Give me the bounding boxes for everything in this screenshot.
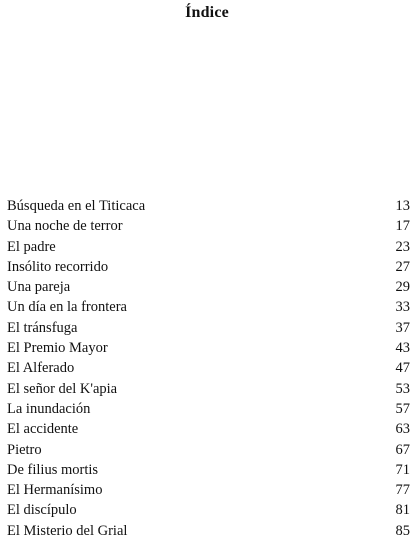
toc-entry-page: 63 bbox=[395, 421, 410, 438]
toc-entry bbox=[7, 318, 410, 338]
toc-entry-title: De filius mortis bbox=[7, 461, 99, 478]
toc-entry-title: Búsqueda en el Titicaca bbox=[7, 198, 146, 214]
toc-entry-page: 33 bbox=[395, 299, 410, 316]
toc-entry-title: El padre bbox=[7, 238, 56, 255]
toc-entry bbox=[7, 419, 410, 439]
toc-entry-title: Un día en la frontera bbox=[7, 299, 127, 316]
table-of-contents bbox=[7, 196, 410, 541]
toc-entry-title: El discípulo bbox=[7, 502, 77, 519]
toc-entry bbox=[7, 277, 410, 297]
toc-entry-title: Una noche de terror bbox=[7, 218, 123, 235]
toc-entry bbox=[7, 399, 410, 419]
toc-entry-page: 85 bbox=[395, 522, 410, 539]
toc-entry-page: 47 bbox=[395, 360, 410, 377]
toc-entry-title: El señor del K'apia bbox=[7, 380, 118, 397]
toc-entry bbox=[7, 379, 410, 399]
toc-entry-page: 37 bbox=[395, 319, 410, 336]
toc-entry bbox=[7, 297, 410, 317]
toc-entry-title: El accidente bbox=[7, 421, 79, 438]
toc-entry-page: 77 bbox=[395, 482, 410, 499]
toc-entry-page: 13 bbox=[395, 198, 410, 214]
toc-entry bbox=[7, 257, 410, 277]
toc-entry-page: 81 bbox=[395, 502, 410, 519]
toc-entry-page: 43 bbox=[395, 340, 410, 357]
toc-entry bbox=[7, 216, 410, 236]
toc-entry-title: Una pareja bbox=[7, 279, 71, 296]
toc-entry-title: La inundación bbox=[7, 400, 91, 417]
toc-entry-title: Insólito recorrido bbox=[7, 258, 109, 275]
toc-entry-page: 53 bbox=[395, 380, 410, 397]
toc-entry-page: 23 bbox=[395, 238, 410, 255]
toc-entry-title: Pietro bbox=[7, 441, 42, 458]
toc-entry bbox=[7, 358, 410, 378]
toc-entry-page: 29 bbox=[395, 279, 410, 296]
toc-entry bbox=[7, 196, 410, 216]
toc-entry-title: El Misterio del Grial bbox=[7, 522, 128, 539]
toc-entry bbox=[7, 460, 410, 480]
toc-entry bbox=[7, 237, 410, 257]
toc-entry bbox=[7, 500, 410, 520]
toc-entry bbox=[7, 338, 410, 358]
toc-entry-title: El tránsfuga bbox=[7, 319, 78, 336]
toc-entry-title: El Premio Mayor bbox=[7, 340, 108, 357]
page-title: Índice bbox=[185, 4, 229, 21]
toc-entry bbox=[7, 480, 410, 500]
toc-entry-title: El Hermanísimo bbox=[7, 482, 103, 499]
toc-entry-page: 17 bbox=[395, 218, 410, 235]
toc-entry bbox=[7, 440, 410, 460]
toc-entry-page: 71 bbox=[395, 461, 410, 478]
toc-entry-page: 67 bbox=[395, 441, 410, 458]
toc-entry-page: 57 bbox=[395, 400, 410, 417]
toc-entry-page: 27 bbox=[395, 258, 410, 275]
toc-entry bbox=[7, 521, 410, 541]
toc-entry-title: El Alferado bbox=[7, 360, 75, 377]
